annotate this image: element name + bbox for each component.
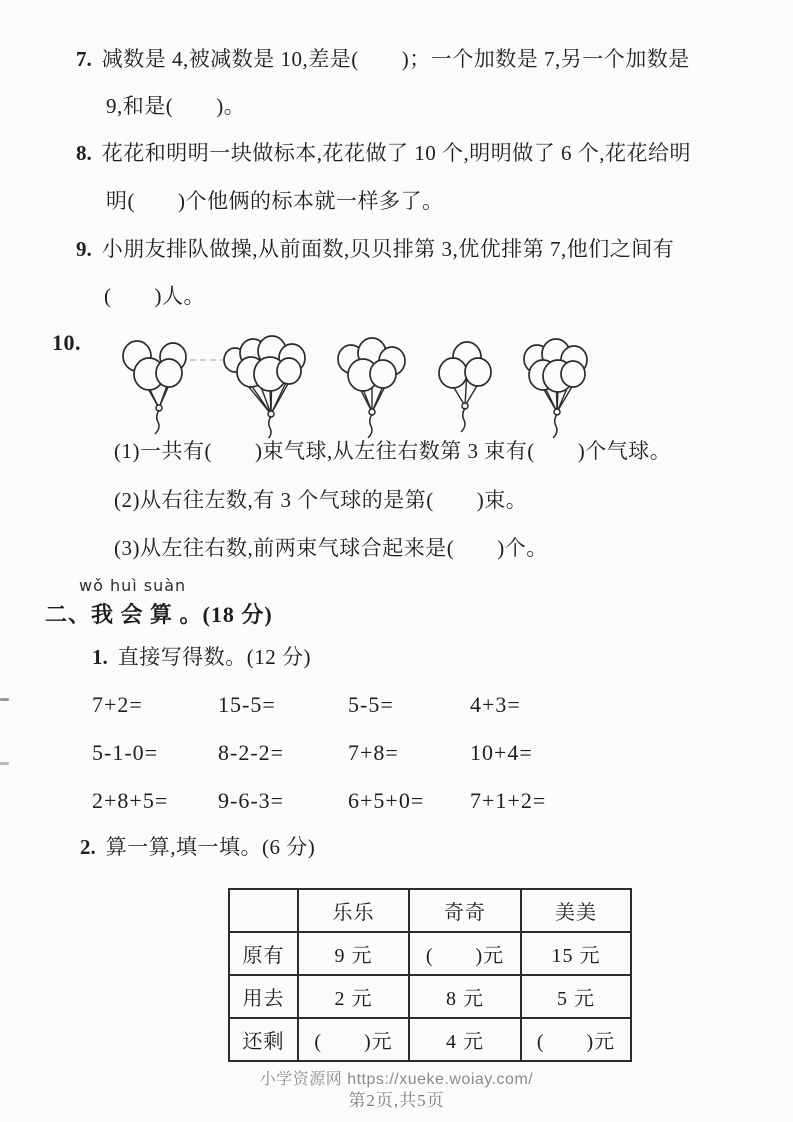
scan-edge-mark [0,762,9,765]
arithmetic-problems-grid [92,692,610,836]
math-expression: 6+5+0= [348,788,425,813]
balloon-bunch-5 [501,326,611,438]
question-7-number: 7. [76,47,92,71]
math-expression: 15-5= [218,692,276,717]
math-expression: 4+3= [470,692,521,717]
math-expression: 7+8= [348,740,399,765]
question-10-sub-2: (2)从右往左数,有 3 个气球的是第( )束。 [114,488,528,512]
question-8-line-1 [76,140,691,166]
table-header-cell: 奇奇 [409,889,521,932]
section-2-sub-1-label [92,644,311,670]
table-cell: ( )元 [409,932,521,975]
question-9-line-2: ( )人。 [104,284,205,308]
balloon-bunch-2 [212,326,322,438]
question-10-number: 10. [52,330,81,355]
page-number: 第2页,共5页 [348,1091,445,1110]
table-cell: 8 元 [409,975,521,1018]
money-table [228,888,632,1062]
sub-2-number: 2. [80,835,96,859]
table-header-row [229,889,631,932]
question-10-sub-1: (1)一共有( )束气球,从左往右数第 3 束有( )个气球。 [114,439,672,463]
row-label-cell: 还剩 [229,1018,298,1061]
table-corner-cell [229,889,298,932]
table-cell: ( )元 [521,1018,631,1061]
sub-2-text: 算一算,填一填。(6 分) [105,835,316,859]
table-row [229,932,631,975]
table-cell: 9 元 [298,932,409,975]
question-9-text: 小朋友排队做操,从前面数,贝贝排第 3,优优排第 7,他们之间有 [101,237,675,261]
table-row [229,1018,631,1061]
table-cell: 2 元 [298,975,409,1018]
scan-edge-mark [0,698,9,701]
math-expression: 10+4= [470,740,533,765]
question-8-line-2: 明( )个他俩的标本就一样多了。 [106,189,444,213]
question-7-line-1 [76,46,690,72]
question-8-number: 8. [76,141,92,165]
math-expression: 5-1-0= [92,740,159,765]
math-expression: 5-5= [348,692,394,717]
table-cell: ( )元 [298,1018,409,1061]
balloon-bunch-1 [102,326,212,438]
sub-1-number: 1. [92,645,108,669]
table-row [229,975,631,1018]
table-cell: 15 元 [521,932,631,975]
section-2-sub-2-label [80,834,315,860]
row-label-cell: 用去 [229,975,298,1018]
pinyin-annotation: wǒ huì suàn [79,576,187,595]
section-2-title: 二、我 会 算 。(18 分) [45,602,273,627]
footer-watermark: 小学资源网 https://xueke.woiay.com/ [259,1071,534,1088]
question-8-text: 花花和明明一块做标本,花花做了 10 个,明明做了 6 个,花花给明 [101,141,691,165]
question-7-line-2: 9,和是( )。 [106,94,246,118]
math-expression: 9-6-3= [218,788,285,813]
row-label-cell: 原有 [229,932,298,975]
question-9-number: 9. [76,237,92,261]
table-header-cell: 乐乐 [298,889,409,932]
table-cell: 4 元 [409,1018,521,1061]
math-expression: 7+2= [92,692,143,717]
table-header-cell: 美美 [521,889,631,932]
question-7-text: 减数是 4,被减数是 10,差是( )；一个加数是 7,另一个加数是 [101,47,690,71]
sub-1-text: 直接写得数。(12 分) [117,645,311,669]
balloon-figure [105,326,617,438]
math-expression: 7+1+2= [470,788,547,813]
question-9-line-1 [76,236,674,262]
math-expression: 2+8+5= [92,788,169,813]
question-10-sub-3: (3)从左往右数,前两束气球合起来是( )个。 [114,536,548,560]
math-expression: 8-2-2= [218,740,285,765]
table-cell: 5 元 [521,975,631,1018]
